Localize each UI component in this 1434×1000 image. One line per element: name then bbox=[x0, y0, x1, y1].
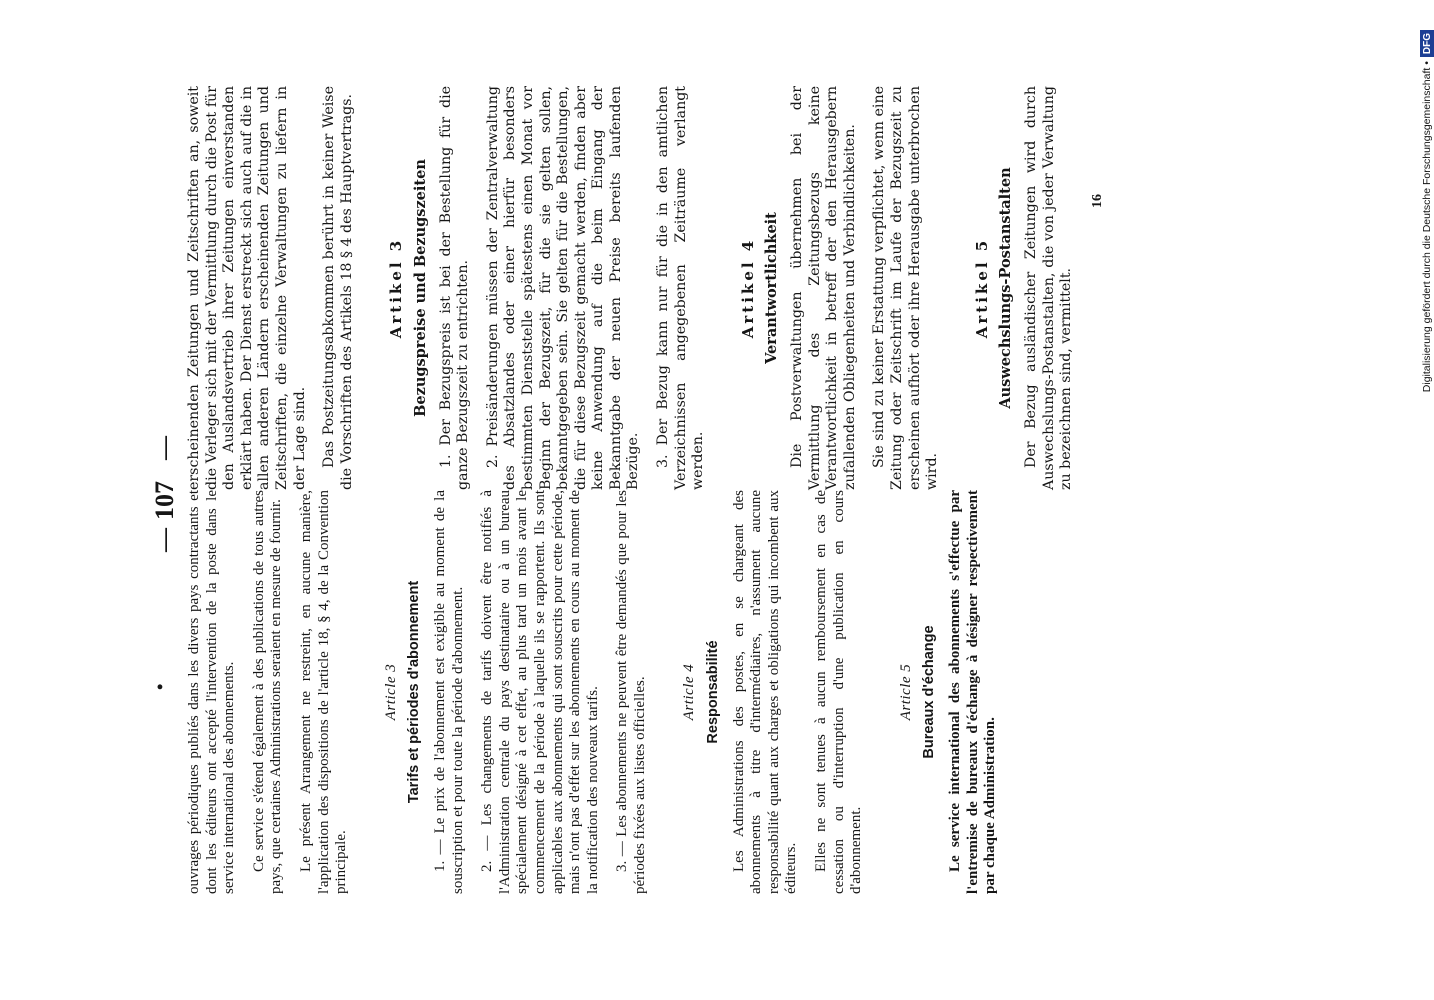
de-intro-p2: Das Postzeitungsabkommen berührt in keiner Weise die Vorschriften des Artikels 18 § 4 des Hauptvertrags. bbox=[321, 86, 355, 490]
fr-article-3-title: Tarifs et périodes d'abonnement bbox=[406, 580, 423, 804]
page-header bbox=[150, 70, 190, 930]
digitization-credit bbox=[1419, 8, 1434, 992]
credit-label: Digitalisierung gefördert durch die Deutsche Forschungsgemeinschaft • bbox=[1421, 61, 1433, 393]
dfg-logo: DFG bbox=[1420, 30, 1434, 57]
header-dash-right: — bbox=[152, 436, 178, 460]
de-art5-p1: Der Bezug ausländischer Zeitungen wird durch Auswechslungs-Postanstalten, die von jeder Verwaltung zu bezeichnen sind, vermittelt. bbox=[1022, 86, 1075, 490]
fr-intro-p1: ouvrages périodiques publiés dans les divers pays contractants et dont les éditeurs ont accepté l'intervention de la poste dans le service international des abonnements. bbox=[186, 490, 238, 894]
page-number: 107 bbox=[150, 481, 179, 520]
fr-intro-p3: Le présent Arrangement ne restreint, en aucune manière, l'application des dispositions de l'article 18, § 4, de la Convention principale. bbox=[297, 490, 350, 894]
fr-article-5-title: Bureaux d'échange bbox=[921, 625, 938, 759]
fr-article-4-label: Article 4 bbox=[681, 663, 698, 721]
credit-text bbox=[1419, 30, 1434, 990]
french-column bbox=[186, 490, 1012, 894]
header-dash-left: — bbox=[152, 528, 178, 552]
de-art4-p1: Die Postverwaltungen übernehmen bei der Vermittlung des Zeitungsbezugs keine Verantwortlichkeit in betreff der den Herausgebern zufallenden Obliegenheiten und Verbindlichkeiten. bbox=[789, 86, 858, 490]
de-article-4-title: Verantwortlichkeit bbox=[763, 212, 781, 364]
fr-art3-p3: 3. — Les abonnements ne peuvent être demandés que pour les périodes fixées aux listes officielles. bbox=[614, 490, 648, 894]
fr-intro-p2: Ce service s'étend également à des publications de tous autres pays, que certaines Administrations seraient en mesure de fournir. bbox=[250, 490, 285, 894]
fr-art4-p2: Elles ne sont tenues à aucun remboursement en cas de cessation ou d'interruption d'une publication en cours d'abonnement. bbox=[813, 490, 865, 894]
de-art3-p1: 1. Der Bezugspreis ist bei der Bestellung für die ganze Bezugszeit zu entrichten. bbox=[437, 86, 472, 490]
fr-article-3-label: Article 3 bbox=[382, 663, 399, 721]
de-art3-p2: 2. Preisänderungen müssen der Zentralverwaltung des Absatzlandes oder einer hierfür besonders bestimmten Dienststelle spätestens einen Monat vor Beginn der Bezugszeit, für die sie gelten sollen, bekanntgegeben sein. Sie gelten für die Bestellungen, die für diese Bezugszeit gemacht werden, finden aber keine Anwendung auf die beim Eingang der Bekanntgabe der neuen Preise bereits laufenden Bezüge. bbox=[484, 86, 642, 490]
fr-art4-p1: Les Administrations des postes, en se chargeant des abonnements à titre d'intermédiaires, n'assument aucune responsabilité quant aux charges et obligations qui incombent aux éditeurs. bbox=[730, 490, 800, 894]
fr-article-4-title: Responsabilité bbox=[705, 640, 722, 744]
signature-mark: 16 bbox=[1090, 194, 1105, 208]
de-article-4-label: Artikel 4 bbox=[738, 237, 757, 339]
de-article-5-title: Auswechslungs-Postanstalten bbox=[997, 167, 1015, 409]
de-art4-p2: Sie sind zu keiner Erstattung verpflichtet, wenn eine Zeitung oder Zeitschrift im Laufe der Bezugszeit zu erscheinen aufhört oder ihre Herausgabe unterbrochen wird. bbox=[871, 86, 941, 490]
de-article-3-label: Artikel 3 bbox=[387, 237, 406, 339]
de-art3-p3: 3. Der Bezug kann nur für die in den amtlichen Verzeichnissen angegebenen Zeiträume verlangt werden. bbox=[655, 86, 707, 490]
rotated-page bbox=[150, 70, 1150, 930]
fr-art3-p2: 2. — Les changements de tarifs doivent être notifiés à l'Administration centrale du pays destinataire ou à un bureau spécialement désigné à cet effet, au plus tard un mois avant le commencement de la période à laquelle ils se rapportent. Ils sont applicables aux abonnements qui sont souscrits pour cette période, mais n'ont pas d'effet sur les abonnements en cours au moment de la notification des nouveaux tarifs. bbox=[479, 490, 601, 894]
de-article-5-label: Artikel 5 bbox=[972, 237, 991, 339]
german-column bbox=[186, 86, 1088, 490]
fr-art5-p1: Le service international des abonnements s'effectue par l'entremise de bureaux d'échange à désigner respectivement par chaque Administration. bbox=[947, 490, 999, 894]
de-article-3-title: Bezugspreise und Bezugszeiten bbox=[411, 159, 429, 417]
de-intro-p1: erscheinenden Zeitungen und Zeitschriften an, soweit die Verleger sich mit der Vermittlung durch die Post für den Auslandsvertrieb ihrer Zeitungen einverstanden erklärt haben. Der Dienst erstreckt sich auch auf die in allen anderen Ländern erscheinenden Zeitungen und Zeitschriften, die einzelne Verwaltungen zu liefern in der Lage sind. bbox=[186, 86, 308, 490]
header-dot: • bbox=[150, 683, 170, 690]
fr-article-5-label: Article 5 bbox=[897, 663, 914, 721]
fr-art3-p1: 1. — Le prix de l'abonnement est exigible au moment de la souscription et pour toute la période d'abonnement. bbox=[431, 490, 466, 894]
